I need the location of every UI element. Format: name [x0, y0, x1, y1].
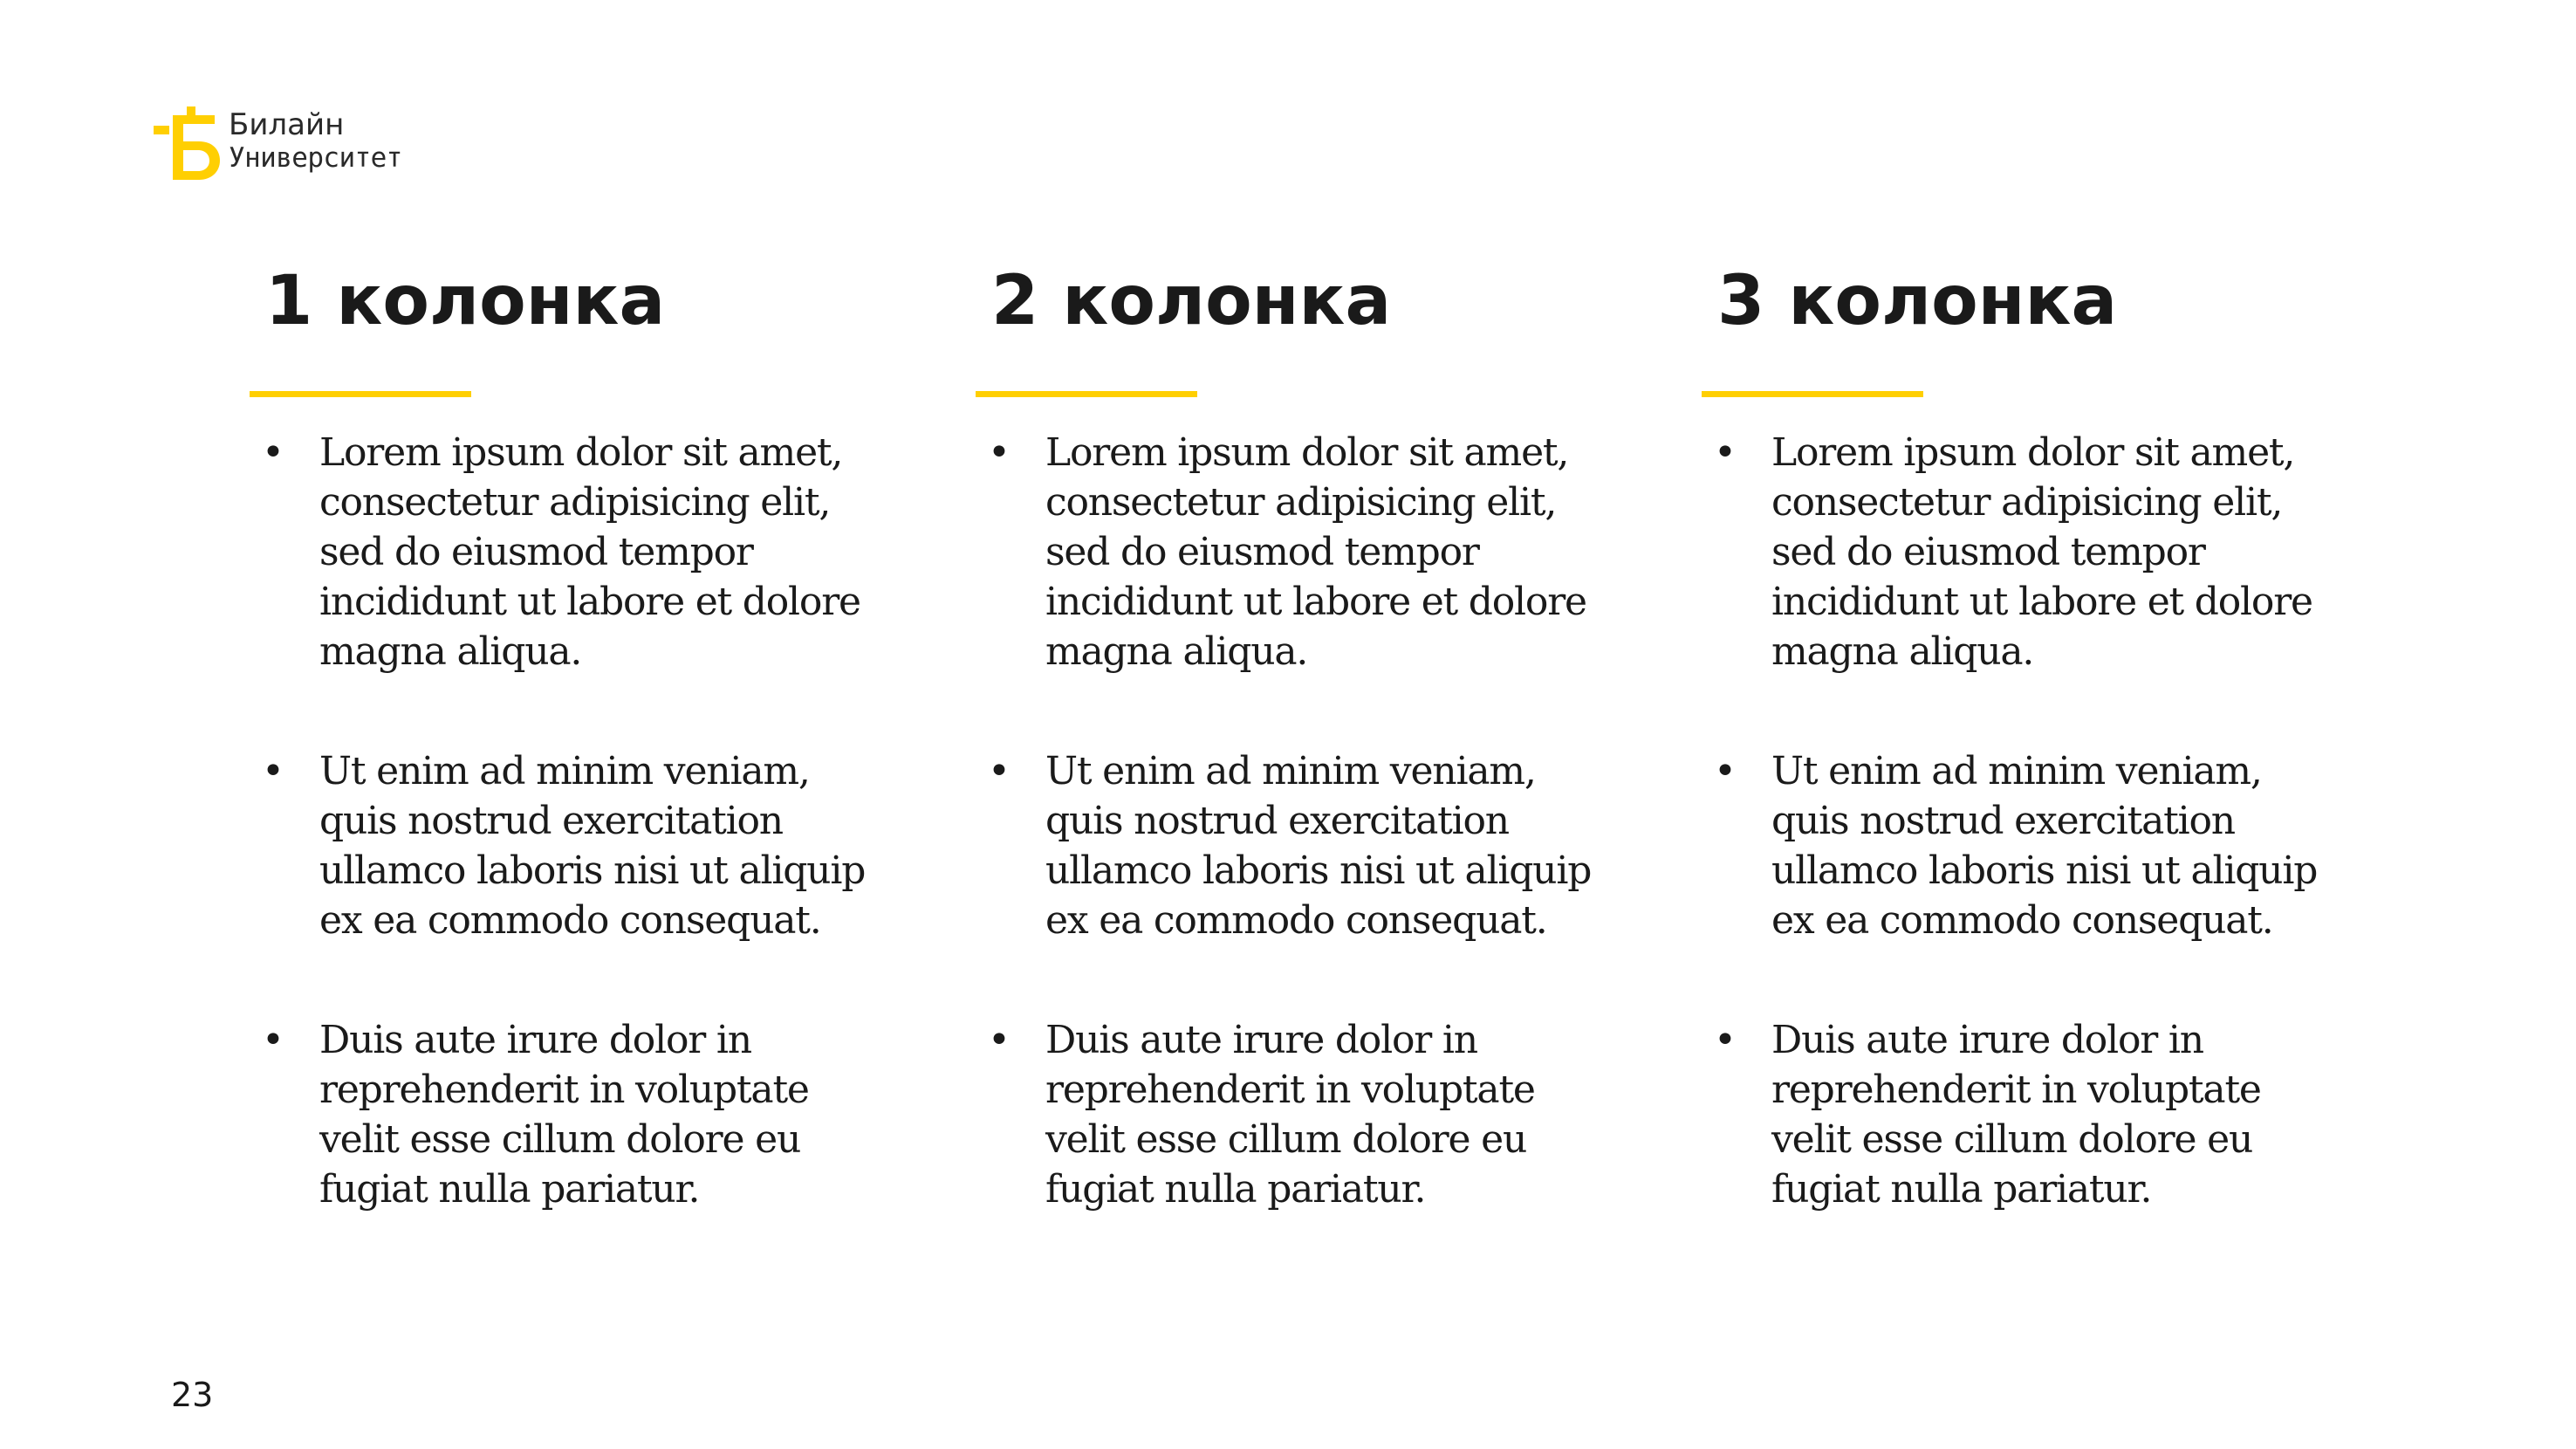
bullet-icon: • [988, 430, 1010, 475]
list-item: • Ut enim ad minim veniam, quis nostrud exercitation ullamco laboris nisi ut aliquip ex ea commodo consequat. [250, 746, 913, 945]
list-item: • Ut enim ad minim veniam, quis nostrud exercitation ullamco laboris nisi ut aliquip ex ea commodo consequat. [1702, 746, 2365, 945]
bullet-icon: • [1714, 1018, 1736, 1062]
bullet-list [250, 428, 913, 1284]
bullet-list [976, 428, 1639, 1284]
bullet-icon: • [988, 749, 1010, 793]
column-title: 2 колонка [991, 262, 1392, 340]
logo-line-2: Университет [229, 142, 402, 174]
page-number: 23 [171, 1376, 214, 1414]
beeline-b-logo-icon [154, 106, 223, 180]
column-divider [976, 391, 1197, 397]
list-item: • Duis aute irure dolor in reprehenderit in voluptate velit esse cillum dolore eu fugiat nulla pariatur. [976, 1015, 1639, 1214]
beeline-university-logo [154, 106, 450, 180]
logo-line-1: Билайн [229, 107, 345, 142]
bullet-icon: • [1714, 430, 1736, 475]
bullet-icon: • [262, 430, 284, 475]
column-divider [250, 391, 471, 397]
bullet-list [1702, 428, 2365, 1284]
list-item: • Lorem ipsum dolor sit amet, consectetur adipisicing elit, sed do eiusmod tempor incididunt ut labore et dolore magna aliqua. [1702, 428, 2365, 676]
bullet-icon: • [262, 1018, 284, 1062]
logo-wordmark [229, 108, 402, 175]
list-item: • Ut enim ad minim veniam, quis nostrud exercitation ullamco laboris nisi ut aliquip ex ea commodo consequat. [976, 746, 1639, 945]
list-item: • Lorem ipsum dolor sit amet, consectetur adipisicing elit, sed do eiusmod tempor incididunt ut labore et dolore magna aliqua. [250, 428, 913, 676]
list-item: • Duis aute irure dolor in reprehenderit in voluptate velit esse cillum dolore eu fugiat nulla pariatur. [1702, 1015, 2365, 1214]
bullet-icon: • [262, 749, 284, 793]
column-divider [1702, 391, 1923, 397]
bullet-icon: • [988, 1018, 1010, 1062]
list-item: • Duis aute irure dolor in reprehenderit in voluptate velit esse cillum dolore eu fugiat nulla pariatur. [250, 1015, 913, 1214]
list-item: • Lorem ipsum dolor sit amet, consectetur adipisicing elit, sed do eiusmod tempor incididunt ut labore et dolore magna aliqua. [976, 428, 1639, 676]
column-title: 1 колонка [265, 262, 666, 340]
bullet-icon: • [1714, 749, 1736, 793]
column-title: 3 колонка [1717, 262, 2118, 340]
